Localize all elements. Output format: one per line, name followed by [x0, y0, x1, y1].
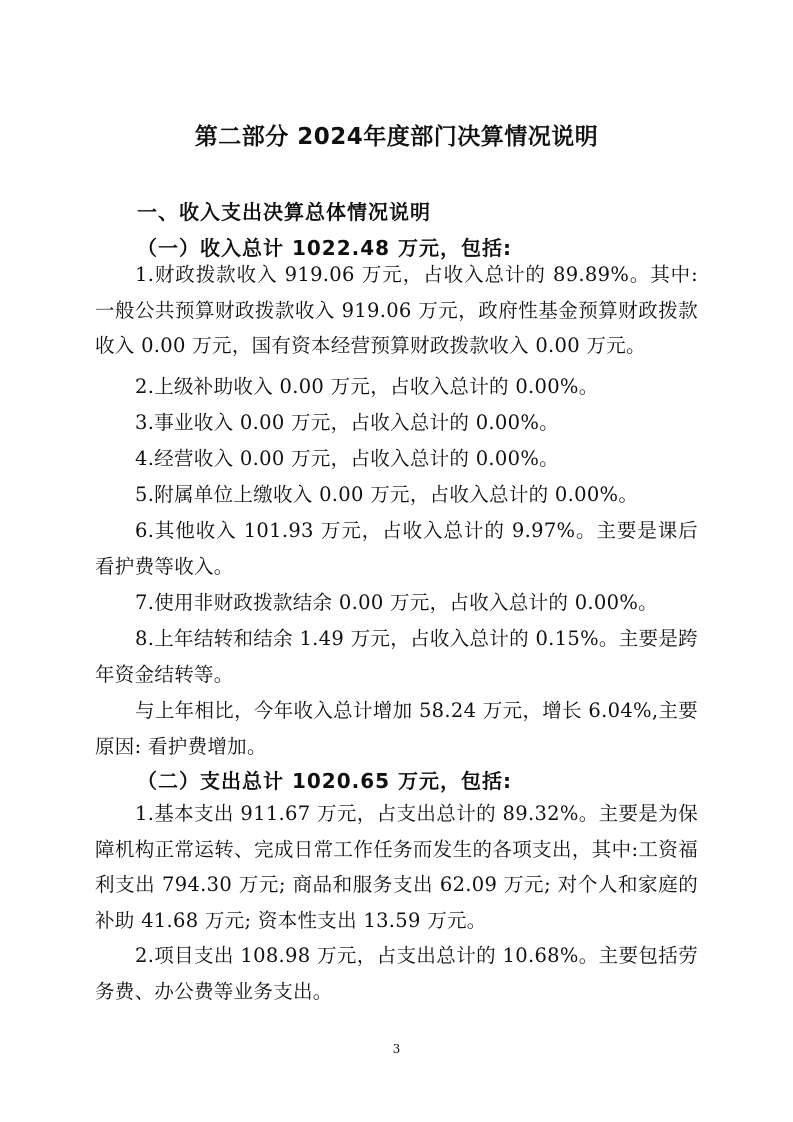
- expense-heading: （二）支出总计 1020.65 万元，包括:: [137, 769, 513, 793]
- income-heading: （一）收入总计 1022.48 万元，包括:: [137, 236, 513, 260]
- income-item-6: 6.其他收入 101.93 万元，占收入总计的 9.97%。主要是课后看护费等收入。: [95, 519, 698, 578]
- income-item-4: 4.经营收入 0.00 万元，占收入总计的 0.00%。: [135, 447, 559, 470]
- page-title: 第二部分 2024年度部门决算情况说明: [194, 124, 599, 150]
- income-item-3: 3.事业收入 0.00 万元，占收入总计的 0.00%。: [135, 411, 559, 434]
- income-item-5: 5.附属单位上缴收入 0.00 万元，占收入总计的 0.00%。: [135, 483, 639, 506]
- income-item-2: 2.上级补助收入 0.00 万元，占收入总计的 0.00%。: [135, 375, 599, 398]
- income-item-7: 7.使用非财政拨款结余 0.00 万元，占收入总计的 0.00%。: [135, 591, 658, 614]
- income-item-8: 8.上年结转和结余 1.49 万元，占收入总计的 0.15%。主要是跨年资金结转等。: [95, 627, 698, 686]
- page-number: 3: [392, 1042, 401, 1056]
- income-item-1: 1.财政拨款收入 919.06 万元，占收入总计的 89.89%。其中:一般公共预算财政拨款收入 919.06 万元，政府性基金预算财政拨款收入 0.00 万元，国有资本经营预算财政拨款收入 0.00 万元。: [95, 263, 698, 357]
- income-comparison: 与上年相比，今年收入总计增加 58.24 万元，增长 6.04%,主要原因: 看护费增加。: [95, 699, 698, 758]
- expense-item-2: 2.项目支出 108.98 万元，占支出总计的 10.68%。主要包括劳务费、办公费等业务支出。: [95, 944, 698, 1003]
- section-heading: 一、收入支出决算总体情况说明: [137, 200, 431, 224]
- expense-item-1: 1.基本支出 911.67 万元，占支出总计的 89.32%。主要是为保障机构正常运转、完成日常工作任务而发生的各项支出，其中:工资福利支出 794.30 万元; 商品和服务支出 62.09 万元; 对个人和家庭的补助 41.68 万元; 资本性支出 13.59 万元。: [95, 802, 698, 932]
